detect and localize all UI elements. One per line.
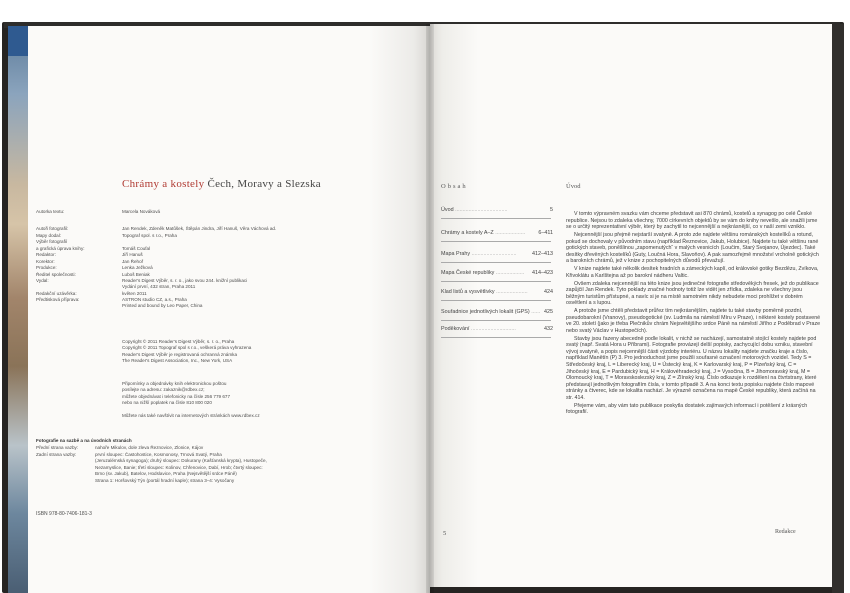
intro-paragraph: Nejcennější jsou přejmě nejstarší svatyně. A proto zde najdete většinu románských kostelíků a rotund, pokud se dochovaly v původním stavu (například Řeznovice, Jakub, Holubice). Najdete tu také většinu rané gotických staveb, poněšlinou „zapomenutých“ v malých vesnicích (Loučim, Starý Svojanov, Újezdec). Také desítky dřevěných kostelíků (Guty, Loučná Hora, Slavoňov). A pak samozřejmě množství vrcholně gotických a barokních chrámů, jež v knize z pochopitelných důvodů převažují. <box>566 231 819 265</box>
strip-sky-segment <box>8 26 30 56</box>
toc-entry-dots: ...... <box>529 309 541 315</box>
credit-label: Redakční uzávěrka: <box>36 291 77 296</box>
toc-entry-label: Klad listů a vysvětlivky <box>441 289 495 295</box>
toc-entry-page: 6–411 <box>538 230 553 236</box>
toc-rule <box>441 320 551 321</box>
toc-entry <box>441 309 553 315</box>
toc-rule <box>441 300 551 301</box>
credit-label: Autoři fotografií: <box>36 226 69 231</box>
book-title-rest: Čech, Moravy a Slezska <box>204 178 321 190</box>
toc-heading: Obsah <box>441 183 468 190</box>
toc-entry <box>441 326 553 332</box>
toc-entry-dots: ................... <box>494 270 525 276</box>
toc-entry-label: Úvod <box>441 207 454 213</box>
toc-rule <box>441 281 551 282</box>
credit-label: Výběr fotografií <box>36 239 68 244</box>
photo-credit-label: Přední strana vazby: <box>36 445 79 450</box>
copyright-line: The Reader's Digest Association, Inc., New York, USA <box>122 357 233 363</box>
intro-paragraph: Ovšem zdaleka nejcennější na této knize jsou jedinečné fotografie středověkých fresek, jež do publikace zapůjčil Jan Rendek. Tyto poklady značné hodnoty totiž lze vidět jen zřídka, zdaleka ne všechny jsou běžným turistům přístupné, a navíc si je na místě samotném nikdy nebudete moci prohlížet v dobrém osvětlení a s lupou. <box>566 280 819 307</box>
photo-credit-value: nahoře Mikulov, dole zleva Řeznovice, Zlonice, Kájov <box>95 445 204 450</box>
photo-credits-heading: Fotografie na sazbě a na úvodních stranách <box>36 438 132 443</box>
toc-entry-dots: .................... <box>493 230 526 236</box>
credit-value: Luboš Beniak <box>122 272 150 277</box>
toc-entry-label: Chrámy a kostely A–Z <box>441 230 494 236</box>
page-number: 5 <box>443 530 447 537</box>
toc-entry <box>441 251 553 257</box>
book-title-highlight: Chrámy a kostely <box>122 178 205 190</box>
credit-label: Redaktor: <box>36 252 56 257</box>
photo-credit-label: Zadní strana vazby: <box>36 451 77 457</box>
credit-label: Ředitel společnosti: <box>36 272 76 277</box>
credit-label: Mapy dodal: <box>36 233 62 238</box>
credit-label: Vydal: <box>36 278 49 283</box>
credit-value: Topograf spol. s r.o., Praha <box>122 233 177 238</box>
contact-line: můžete objednávat i telefonicky na čísle 256 779 677 <box>122 393 231 399</box>
toc-entry-label: Mapa Prahy <box>441 251 471 257</box>
intro-paragraph: V tomto výpravném svazku vám chceme představit asi 870 chrámů, kostelů a synagog po celé České republice. Nejsou to zdaleka všechny, 7000 církevních objektů by se vám do knihy nevešlo, ale snažili jsme se o určitý reprezentativní výběr, který by zachytil to nejcennější a nejkrásnější, co v naší zemi vzniklo. <box>566 211 818 231</box>
toc-rule <box>441 262 551 263</box>
book-title <box>122 178 321 190</box>
book-right-edge <box>832 24 844 593</box>
credit-value: Lenka Ježková <box>122 265 153 270</box>
isbn: ISBN 978-80-7406-181-3 <box>36 511 92 517</box>
credit-label: Autorka textu: <box>36 209 65 214</box>
toc-entry-dots: ................................... <box>453 207 508 213</box>
credit-label: a grafická úprava knihy: <box>36 246 85 251</box>
intro-paragraph: Stavby jsou řazeny abecedně podle lokalit, v nichž se nacházejí, samostatně stojící kostely najdete pod svatý (např. Svatá Hora u Příbrami). Fotografie provázejí delší popisky, zachycující dobu vzniku, stavební vývoj svatyně, a popis nejcennější části výzdoby interiéru. U názvu lokality najdete značku kraje a číslo, například Manětín (P) 3. Pro jednoduchost jsme použili souřasné označení motorových vozidel. Tedy S = Středočeský kraj, L = Liberecký kraj, U = Ústecký kraj, K = Karlovarský kraj, P = Plzeňský kraj, C = Jihočeský kraj, E = Pardubický kraj, H = Královéhradecký kraj, J = Vysočina, B = Jihomoravský kraj, M = Olomoucký kraj, T = Moravskoslezský kraj, Z = Zlínský kraj. Číslo odkazuje k rozdělení na čtvrtstrany, které představují jednotlivým fotografiím čísla, v tomto případě 3. A na konci textu popisku najdete číslo mapové stránky a čtverec, kde se lokalita nachází. Je výrazně označena na mapě České republiky, která začíná na str. 414. <box>566 335 817 401</box>
toc-rule <box>441 241 551 242</box>
toc-entry-page: 425 <box>544 309 553 315</box>
photo-credit-value: Nezamyslice, Banie; třetí sloupec: Kolinov, Chřenovice, Dabí, Hrob; čtvrtý sloupec: <box>95 464 263 470</box>
credit-value: Jiří Hanuš <box>122 252 143 257</box>
credit-value: Printed and bound by Leo Paper, China <box>122 303 203 308</box>
credit-value: Marcela Nováková <box>122 209 161 214</box>
credit-label: Předtisková příprava: <box>36 297 80 302</box>
toc-entry-dots: .............................. <box>470 251 517 257</box>
toc-entry-label: Poděkování <box>441 326 470 332</box>
photo-credit-value: (Jeruzalémská synagoga); druhý sloupec: Dokurany (Kašťanská krypta), Hustopeče, <box>95 458 267 464</box>
credit-value: Tomáš Coufal <box>122 246 151 251</box>
toc-entry-dots: ..................... <box>494 289 528 295</box>
photo-credit-value: Strana 1: Horšovský Týn (portál hradní kaple); strana 3–4: Vysočany <box>95 478 235 483</box>
copyright-line: Copyright © 2011 Topograf spol s r.o., veškerá práva vyhrazena <box>122 345 252 351</box>
toc-rule <box>441 218 551 219</box>
toc-entry <box>441 207 553 213</box>
intro-heading: Úvod <box>566 183 581 190</box>
toc-entry-dots: .............................. <box>469 326 516 332</box>
credit-label: Produkce: <box>36 265 57 270</box>
toc-entry-page: 5 <box>550 207 553 213</box>
photo-credit-value: Brno (sv. Jakub), Batelov, Hodslavice, Praha (Nejsvětější srdce Páně) <box>95 471 237 477</box>
signature: Redakce <box>775 529 796 535</box>
credit-value: ASTRON studio CZ, a.s., Praha <box>122 297 187 302</box>
toc-rule <box>441 337 551 338</box>
credit-value: Jan Řehoř <box>122 259 144 264</box>
book-spine <box>426 24 434 593</box>
credit-label: Korektor: <box>36 259 55 264</box>
toc-entry-page: 424 <box>544 289 553 295</box>
credit-value: Reader's Digest Výběr, s. r. o., jako svou 244. knižní publikaci <box>122 278 248 283</box>
previous-page-image-strip <box>8 26 30 593</box>
credit-value: květen 2011 <box>122 291 147 296</box>
left-page <box>28 26 430 593</box>
contact-line: posílejte na adresu: zakaznik@rdbex.cz; <box>122 387 205 393</box>
toc-entry <box>441 230 553 236</box>
intro-text <box>566 211 821 417</box>
contact-line: Připomínky a objednávky knih elektronickou poštou <box>122 381 227 386</box>
photo-credit-value: první sloupec: Častohostice, Kosmonosy, Trnová Svatý, Praha <box>95 451 222 457</box>
contact-line: nebo na nižší poplatek na čísle 810 800 020 <box>122 399 212 405</box>
toc-entry <box>441 289 553 295</box>
credit-value: Vydání první, 432 stran, Praha 2011 <box>122 284 196 289</box>
toc-entry-page: 432 <box>544 326 553 332</box>
contact-line: Můžete nás také navštívit na internetových stránkách www.rdbex.cz <box>122 412 260 418</box>
toc-entry-page: 412–413 <box>532 251 553 257</box>
intro-paragraph: A protože jsme chtěli představit průřez tím nejkrásnějším, najdete tu také stavby poměrně pozdní, pseudobarokní (Vranovy), pseudogotické (sv. Ludmila na náměstí Míru v Praze), i některé kostely postavené ve 20. století (jako je třeba Plečnikův chrám Nejsvětějšího srdce Páně na náměstí Jiřího z Poděbrad v Praze nebo svatý Václav v Hustopečích). <box>566 308 821 334</box>
intro-paragraph: V knize najdete také několik desítek hradních a zámeckých kaplí, od královské gotiky Bezdězu, Zvíkova, Křivoklátu a Karlštejna až po barokní nádheru Valtic. <box>566 266 819 279</box>
credit-value: Jan Rendek, Zdeněk Matůšek, Štěpán Jindra, Jiří Hanuš, Věra Váchová ad. <box>122 226 277 231</box>
toc-entry-page: 414–423 <box>532 270 553 276</box>
copyright-line: Reader's Digest Výběr je registrovaná ochranná známka <box>122 351 238 357</box>
intro-paragraph: Přejeme vám, aby vám tato publikace poskytla dostatek zajímavých informací i potěšení z krásných fotografií. <box>566 402 808 416</box>
toc-entry-label: Souřadnice jednotlivých lokalit (GPS) <box>441 309 530 315</box>
toc-entry <box>441 270 553 276</box>
copyright-line: Copyright © 2011 Reader's Digest Výběr, s. r. o., Praha <box>122 339 235 344</box>
toc-entry-label: Mapa České republiky <box>441 270 495 276</box>
